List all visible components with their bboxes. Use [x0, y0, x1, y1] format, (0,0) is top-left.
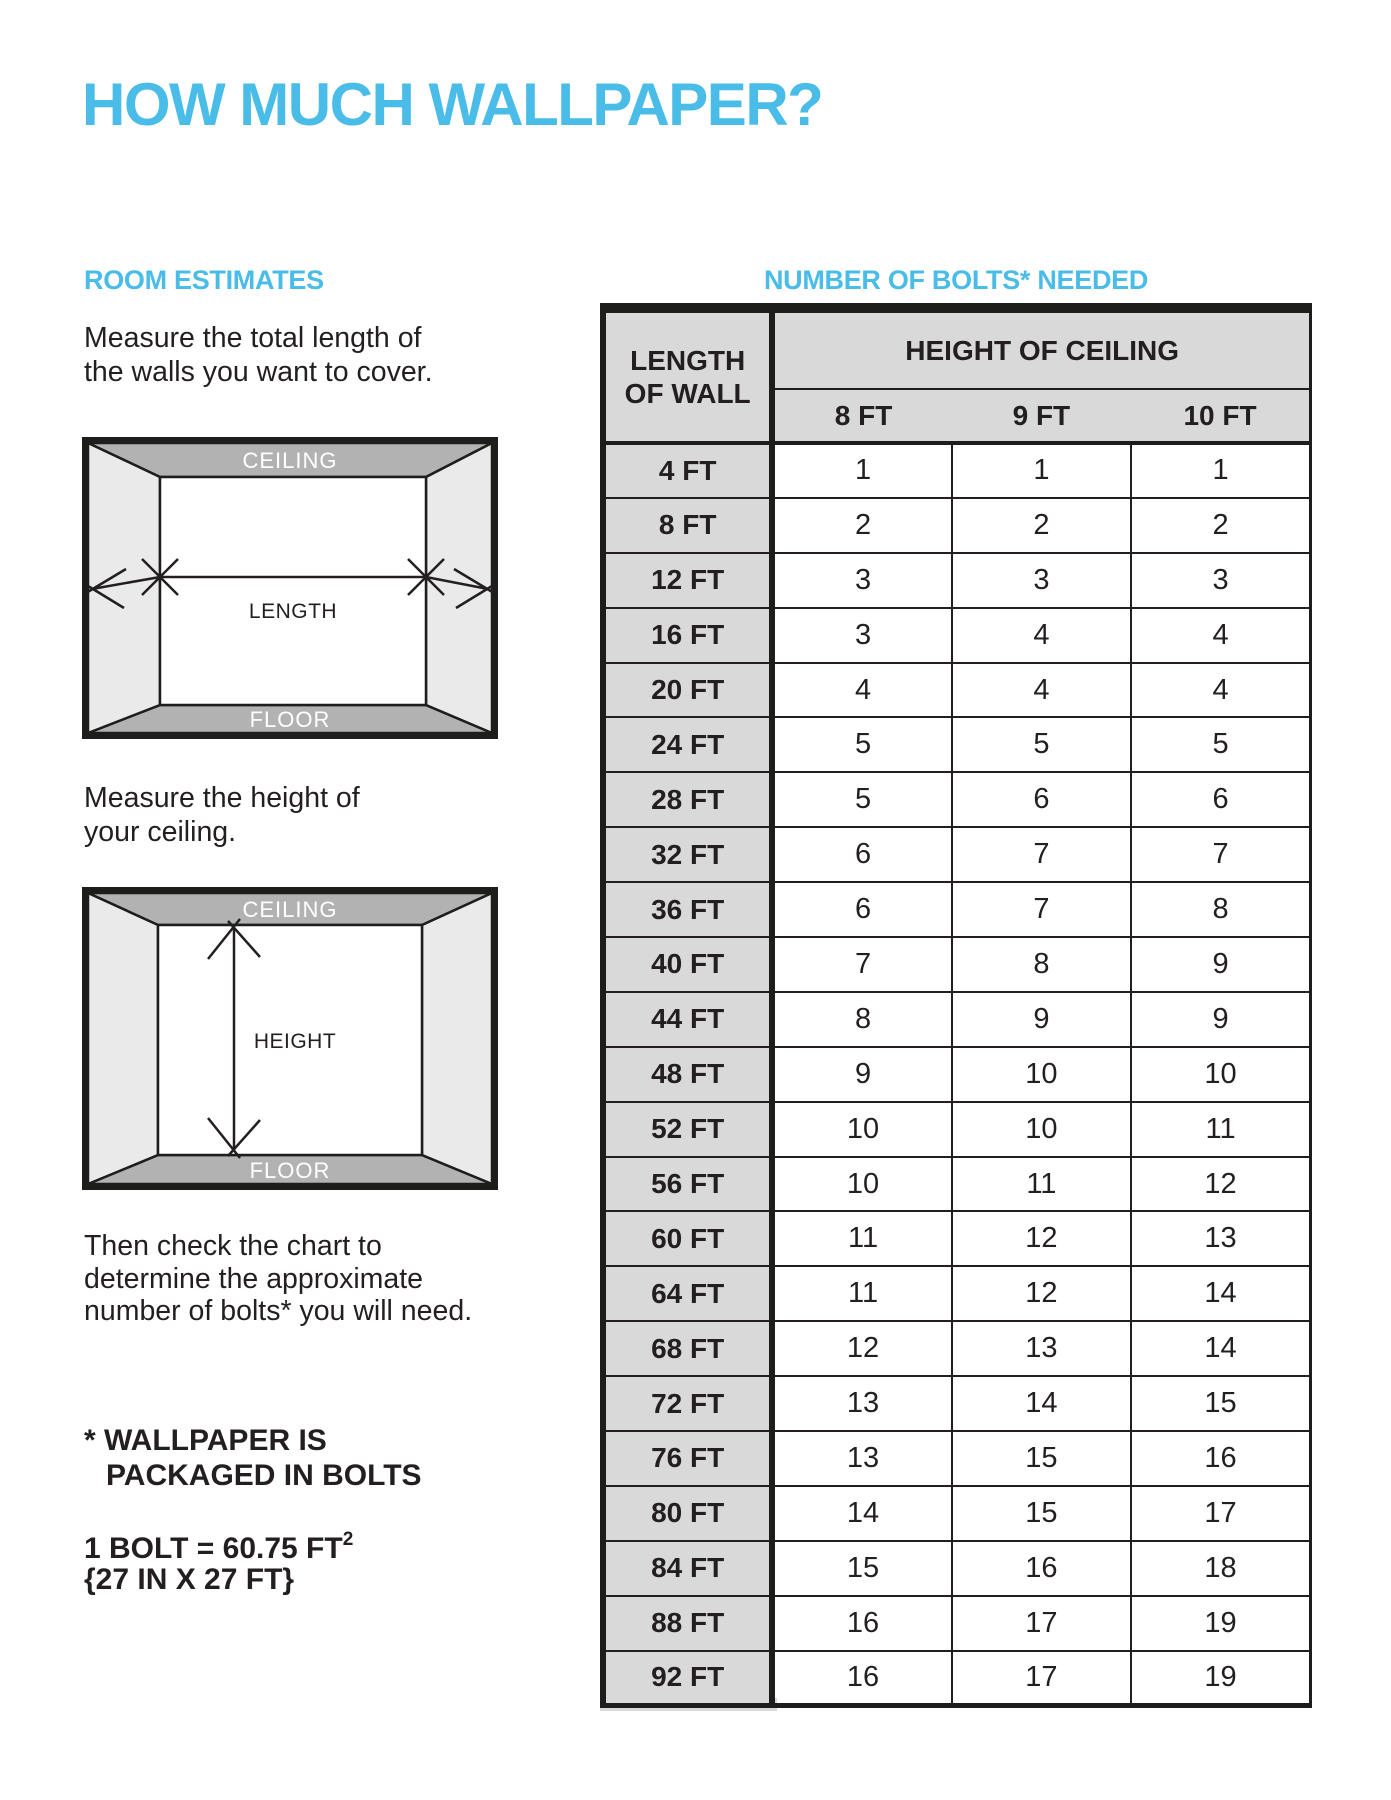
table-row [603, 663, 1311, 718]
column-header-10ft: 10 FT [1131, 389, 1310, 443]
para-measure-height [84, 781, 360, 849]
height-label: HEIGHT [253, 1030, 337, 1053]
cell-bolts-8ft: 5 [772, 772, 951, 827]
table-row [603, 1486, 1311, 1541]
cell-bolts-8ft: 10 [772, 1102, 951, 1157]
para-measure-length [84, 321, 433, 389]
cell-bolts-10ft: 3 [1131, 553, 1310, 608]
row-header-wall-length: 80 FT [603, 1486, 772, 1541]
para-line: your ceiling. [84, 816, 237, 848]
row-header-wall-length: 68 FT [603, 1321, 772, 1376]
floor-label: FLOOR [249, 707, 331, 732]
cell-bolts-8ft: 16 [772, 1596, 951, 1651]
cell-bolts-8ft: 6 [772, 882, 951, 937]
ceiling-label: CEILING [242, 897, 338, 922]
cell-bolts-9ft: 15 [952, 1431, 1131, 1486]
para-line: Then check the chart to [84, 1230, 382, 1262]
bolts-table-body [603, 443, 1311, 1705]
cell-bolts-10ft: 4 [1131, 608, 1310, 663]
table-row [603, 1431, 1311, 1486]
cell-bolts-9ft: 12 [952, 1266, 1131, 1321]
cell-bolts-10ft: 15 [1131, 1376, 1310, 1431]
row-header-wall-length: 8 FT [603, 498, 772, 553]
cell-bolts-9ft: 17 [952, 1651, 1131, 1706]
table-row [603, 717, 1311, 772]
row-header-wall-length: 4 FT [603, 443, 772, 498]
cell-bolts-8ft: 2 [772, 498, 951, 553]
ceiling-label: CEILING [242, 448, 338, 473]
cell-bolts-8ft: 13 [772, 1376, 951, 1431]
cell-bolts-8ft: 3 [772, 608, 951, 663]
bolt-equation: 1 BOLT = 60.75 FT [84, 1532, 343, 1565]
row-header-wall-length: 52 FT [603, 1102, 772, 1157]
cell-bolts-9ft: 8 [952, 937, 1131, 992]
table-row [603, 553, 1311, 608]
note-line: * WALLPAPER IS [84, 1424, 327, 1457]
cell-bolts-10ft: 13 [1131, 1211, 1310, 1266]
cell-bolts-8ft: 15 [772, 1541, 951, 1596]
cell-bolts-10ft: 19 [1131, 1596, 1310, 1651]
note-bolt-size [84, 1526, 353, 1595]
cell-bolts-8ft: 13 [772, 1431, 951, 1486]
row-header-wall-length: 76 FT [603, 1431, 772, 1486]
length-label: LENGTH [248, 600, 338, 623]
row-header-wall-length: 40 FT [603, 937, 772, 992]
table-row [603, 1376, 1311, 1431]
cell-bolts-10ft: 8 [1131, 882, 1310, 937]
cell-bolts-9ft: 12 [952, 1211, 1131, 1266]
room-estimates-heading: ROOM ESTIMATES [84, 265, 324, 295]
column-header-length-of-wall [603, 308, 772, 443]
cell-bolts-9ft: 1 [952, 443, 1131, 498]
para-line: Measure the height of [84, 782, 360, 814]
cell-bolts-10ft: 12 [1131, 1157, 1310, 1212]
row-header-wall-length: 64 FT [603, 1266, 772, 1321]
cell-bolts-8ft: 5 [772, 717, 951, 772]
table-row [603, 1102, 1311, 1157]
group-header-height-of-ceiling: HEIGHT OF CEILING [772, 308, 1310, 389]
left-wall [88, 893, 158, 1184]
row-header-wall-length: 36 FT [603, 882, 772, 937]
para-check-chart [84, 1230, 472, 1328]
row-header-wall-length: 60 FT [603, 1211, 772, 1266]
cell-bolts-8ft: 10 [772, 1157, 951, 1212]
note-wallpaper-bolts [84, 1423, 422, 1493]
cell-bolts-9ft: 11 [952, 1157, 1131, 1212]
header-line: LENGTH [630, 345, 746, 376]
cell-bolts-8ft: 4 [772, 663, 951, 718]
cell-bolts-10ft: 6 [1131, 772, 1310, 827]
cell-bolts-9ft: 7 [952, 827, 1131, 882]
table-row [603, 772, 1311, 827]
table-row [603, 1651, 1311, 1706]
back-wall [160, 477, 426, 705]
cell-bolts-10ft: 19 [1131, 1651, 1310, 1706]
table-row [603, 827, 1311, 882]
cell-bolts-10ft: 9 [1131, 992, 1310, 1047]
cell-bolts-10ft: 2 [1131, 498, 1310, 553]
table-row [603, 937, 1311, 992]
cell-bolts-8ft: 9 [772, 1047, 951, 1102]
cell-bolts-8ft: 11 [772, 1211, 951, 1266]
cell-bolts-10ft: 14 [1131, 1266, 1310, 1321]
cell-bolts-9ft: 13 [952, 1321, 1131, 1376]
cell-bolts-9ft: 16 [952, 1541, 1131, 1596]
cell-bolts-8ft: 8 [772, 992, 951, 1047]
table-row [603, 992, 1311, 1047]
row-header-wall-length: 44 FT [603, 992, 772, 1047]
cell-bolts-9ft: 6 [952, 772, 1131, 827]
cell-bolts-9ft: 4 [952, 608, 1131, 663]
table-row [603, 1321, 1311, 1376]
table-row [603, 498, 1311, 553]
cell-bolts-10ft: 18 [1131, 1541, 1310, 1596]
cell-bolts-9ft: 4 [952, 663, 1131, 718]
cell-bolts-8ft: 6 [772, 827, 951, 882]
page-title: HOW MUCH WALLPAPER? [82, 71, 823, 138]
para-line: Measure the total length of [84, 322, 422, 354]
cell-bolts-8ft: 12 [772, 1321, 951, 1376]
para-line: number of bolts* you will need. [84, 1295, 473, 1327]
cell-bolts-10ft: 4 [1131, 663, 1310, 718]
cell-bolts-10ft: 5 [1131, 717, 1310, 772]
table-row [603, 882, 1311, 937]
row-header-wall-length: 20 FT [603, 663, 772, 718]
cell-bolts-9ft: 2 [952, 498, 1131, 553]
table-row [603, 1541, 1311, 1596]
column-header-8ft: 8 FT [772, 389, 951, 443]
note-line: PACKAGED IN BOLTS [106, 1459, 422, 1492]
room-height-diagram [82, 887, 498, 1190]
row-header-wall-length: 48 FT [603, 1047, 772, 1102]
cell-bolts-9ft: 15 [952, 1486, 1131, 1541]
cell-bolts-9ft: 9 [952, 992, 1131, 1047]
row-header-wall-length: 84 FT [603, 1541, 772, 1596]
cell-bolts-10ft: 16 [1131, 1431, 1310, 1486]
cell-bolts-9ft: 14 [952, 1376, 1131, 1431]
cell-bolts-10ft: 7 [1131, 827, 1310, 882]
note-line [84, 1526, 353, 1564]
cell-bolts-8ft: 14 [772, 1486, 951, 1541]
cell-bolts-9ft: 10 [952, 1102, 1131, 1157]
bolts-table [600, 303, 1312, 1708]
bolts-table-container [600, 303, 1312, 1708]
table-header-row [603, 308, 1311, 389]
cell-bolts-10ft: 14 [1131, 1321, 1310, 1376]
cell-bolts-8ft: 11 [772, 1266, 951, 1321]
cell-bolts-10ft: 17 [1131, 1486, 1310, 1541]
table-row [603, 1211, 1311, 1266]
para-line: determine the approximate [84, 1262, 424, 1295]
cell-bolts-10ft: 1 [1131, 443, 1310, 498]
superscript-2: 2 [342, 1529, 354, 1550]
table-row [603, 1047, 1311, 1102]
cell-bolts-9ft: 5 [952, 717, 1131, 772]
table-row [603, 608, 1311, 663]
row-header-wall-length: 16 FT [603, 608, 772, 663]
cell-bolts-9ft: 10 [952, 1047, 1131, 1102]
floor-label: FLOOR [249, 1158, 331, 1183]
cell-bolts-10ft: 11 [1131, 1102, 1310, 1157]
row-header-wall-length: 72 FT [603, 1376, 772, 1431]
cell-bolts-10ft: 9 [1131, 937, 1310, 992]
bolts-needed-heading: NUMBER OF BOLTS* NEEDED [763, 265, 1149, 295]
row-header-wall-length: 28 FT [603, 772, 772, 827]
para-line: the walls you want to cover. [84, 356, 433, 388]
row-header-wall-length: 24 FT [603, 717, 772, 772]
right-wall [422, 893, 492, 1184]
cell-bolts-8ft: 3 [772, 553, 951, 608]
room-length-diagram [82, 437, 498, 739]
table-row [603, 1266, 1311, 1321]
table-row [603, 443, 1311, 498]
cell-bolts-8ft: 16 [772, 1651, 951, 1706]
row-header-wall-length: 56 FT [603, 1157, 772, 1212]
cell-bolts-10ft: 10 [1131, 1047, 1310, 1102]
header-line: OF WALL [624, 378, 751, 409]
row-header-wall-length: 32 FT [603, 827, 772, 882]
table-row [603, 1157, 1311, 1212]
cell-bolts-8ft: 1 [772, 443, 951, 498]
row-header-wall-length: 88 FT [603, 1596, 772, 1651]
column-header-9ft: 9 FT [952, 389, 1131, 443]
cell-bolts-9ft: 3 [952, 553, 1131, 608]
cell-bolts-9ft: 17 [952, 1596, 1131, 1651]
note-line: {27 IN X 27 FT} [84, 1563, 295, 1596]
cell-bolts-9ft: 7 [952, 882, 1131, 937]
row-header-wall-length: 92 FT [603, 1651, 772, 1706]
cell-bolts-8ft: 7 [772, 937, 951, 992]
row-header-wall-length: 12 FT [603, 553, 772, 608]
table-row [603, 1596, 1311, 1651]
